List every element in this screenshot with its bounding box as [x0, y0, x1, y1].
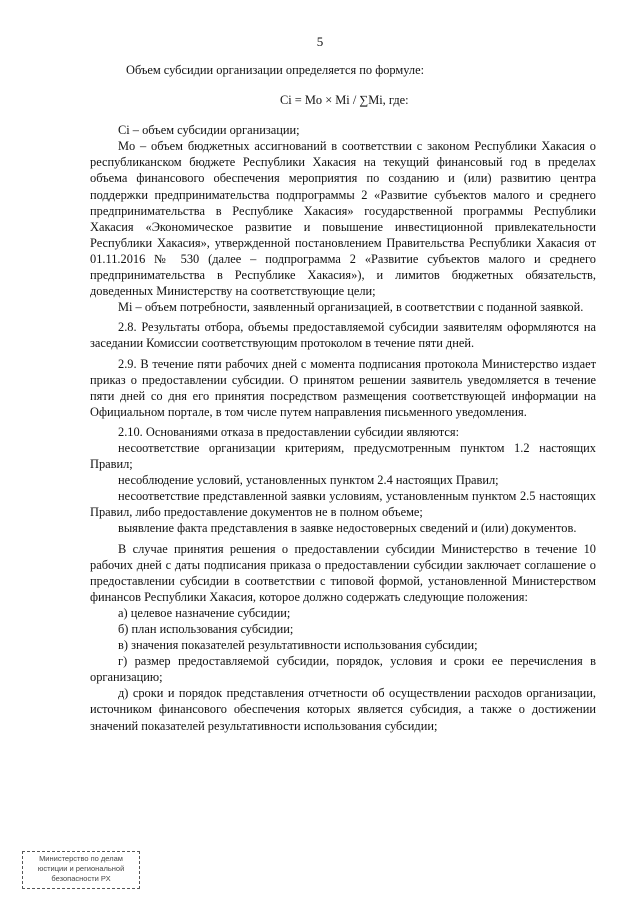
paragraph-mi-definition: Mi – объем потребности, заявленный организацией, в соответствии с поданной заявкой. [118, 300, 584, 315]
refusal-ground-1: несоответствие организации критериям, предусмотренным пунктом 1.2 настоящих Правил; [90, 440, 596, 472]
formula: Ci = Mo × Mi / ∑Mi, где: [280, 93, 409, 108]
refusal-ground-3: несоответствие представленной заявки условиям, установленным пунктом 2.5 настоящих Правил, либо предоставление документов не в полном объеме; [90, 489, 596, 520]
paragraph-ci-definition: Ci – объем субсидии организации; [118, 123, 300, 138]
stamp-line: юстиции и региональной [37, 864, 125, 873]
paragraph-2-9: 2.9. В течение пяти рабочих дней с момента подписания протокола Министерство издает приказ о предоставлении субсидии. О принятом решении заявитель уведомляется в течение пяти дней со дня его принятия посредством размещения соответствующей информации на Официальном портале, в том числе путем направления письменного уведомления. [90, 356, 596, 419]
agreement-item-d: д) сроки и порядок представления отчетности об осуществлении расходов организации, источником финансового обеспечения которых является субсидия, а также о достижении значений показателей результативности использования субсидии; [90, 686, 596, 733]
paragraph-2-10: 2.10. Основаниями отказа в предоставлении субсидии являются: [118, 424, 460, 439]
document-body [90, 62, 596, 734]
agreement-item-g: г) размер предоставляемой субсидии, порядок, условия и сроки ее перечисления в организацию; [90, 654, 596, 685]
page-number: 5 [316, 34, 324, 49]
paragraph-2-8: 2.8. Результаты отбора, объемы предоставляемой субсидии заявителям оформляются на заседании Комиссии соответствующим протоколом в течение пяти дней. [90, 320, 596, 351]
agreement-item-b: б) план использования субсидии; [118, 622, 294, 636]
stamp-line: безопасности РХ [51, 874, 111, 883]
stamp-line: Министерство по делам [39, 854, 123, 863]
agreement-item-a: а) целевое назначение субсидии; [118, 605, 291, 620]
agreement-item-v: в) значения показателей результативности использования субсидии; [118, 638, 478, 653]
paragraph-formula-intro: Объем субсидии организации определяется по формуле: [126, 63, 425, 77]
paragraph-agreement: В случае принятия решения о предоставлении субсидии Министерство в течение 10 рабочих дней с даты подписания приказа о предоставлении субсидии заключает соглашение о предоставлении субсидии в соответствии с типовой формой, установленной Министерством финансов Республики Хакасия, которое должно содержать следующие положения: [90, 541, 596, 604]
registration-stamp [22, 851, 140, 889]
refusal-ground-4: выявление факта представления в заявке недостоверных сведений и (или) документов. [118, 521, 577, 536]
paragraph-mo-definition: Mo – объем бюджетных ассигнований в соответствии с законом Республики Хакасия о республиканском бюджете Республики Хакасия на текущий финансовый год в пределах объема финансового обеспечения мероприятия по созданию и (или) развитию центра поддержки предпринимательства подпрограммы 2 «Развитие субъектов малого и среднего предпринимательства в Республике Хакасия» государственной программы Республики Хакасия «Экономическое развитие и повышение инвестиционной привлекательности Республики Хакасия», утвержденной постановлением Правительства Республики Хакасия от 01.11.2016 № 530 (далее – подпрограмма 2 «Развитие субъектов малого и среднего предпринимательства в Республике Хакасия»), и лимитов бюджетных обязательств, доведенных Министерству на соответствующие цели; [90, 139, 596, 299]
refusal-ground-2: несоблюдение условий, установленных пунктом 2.4 настоящих Правил; [118, 473, 499, 488]
